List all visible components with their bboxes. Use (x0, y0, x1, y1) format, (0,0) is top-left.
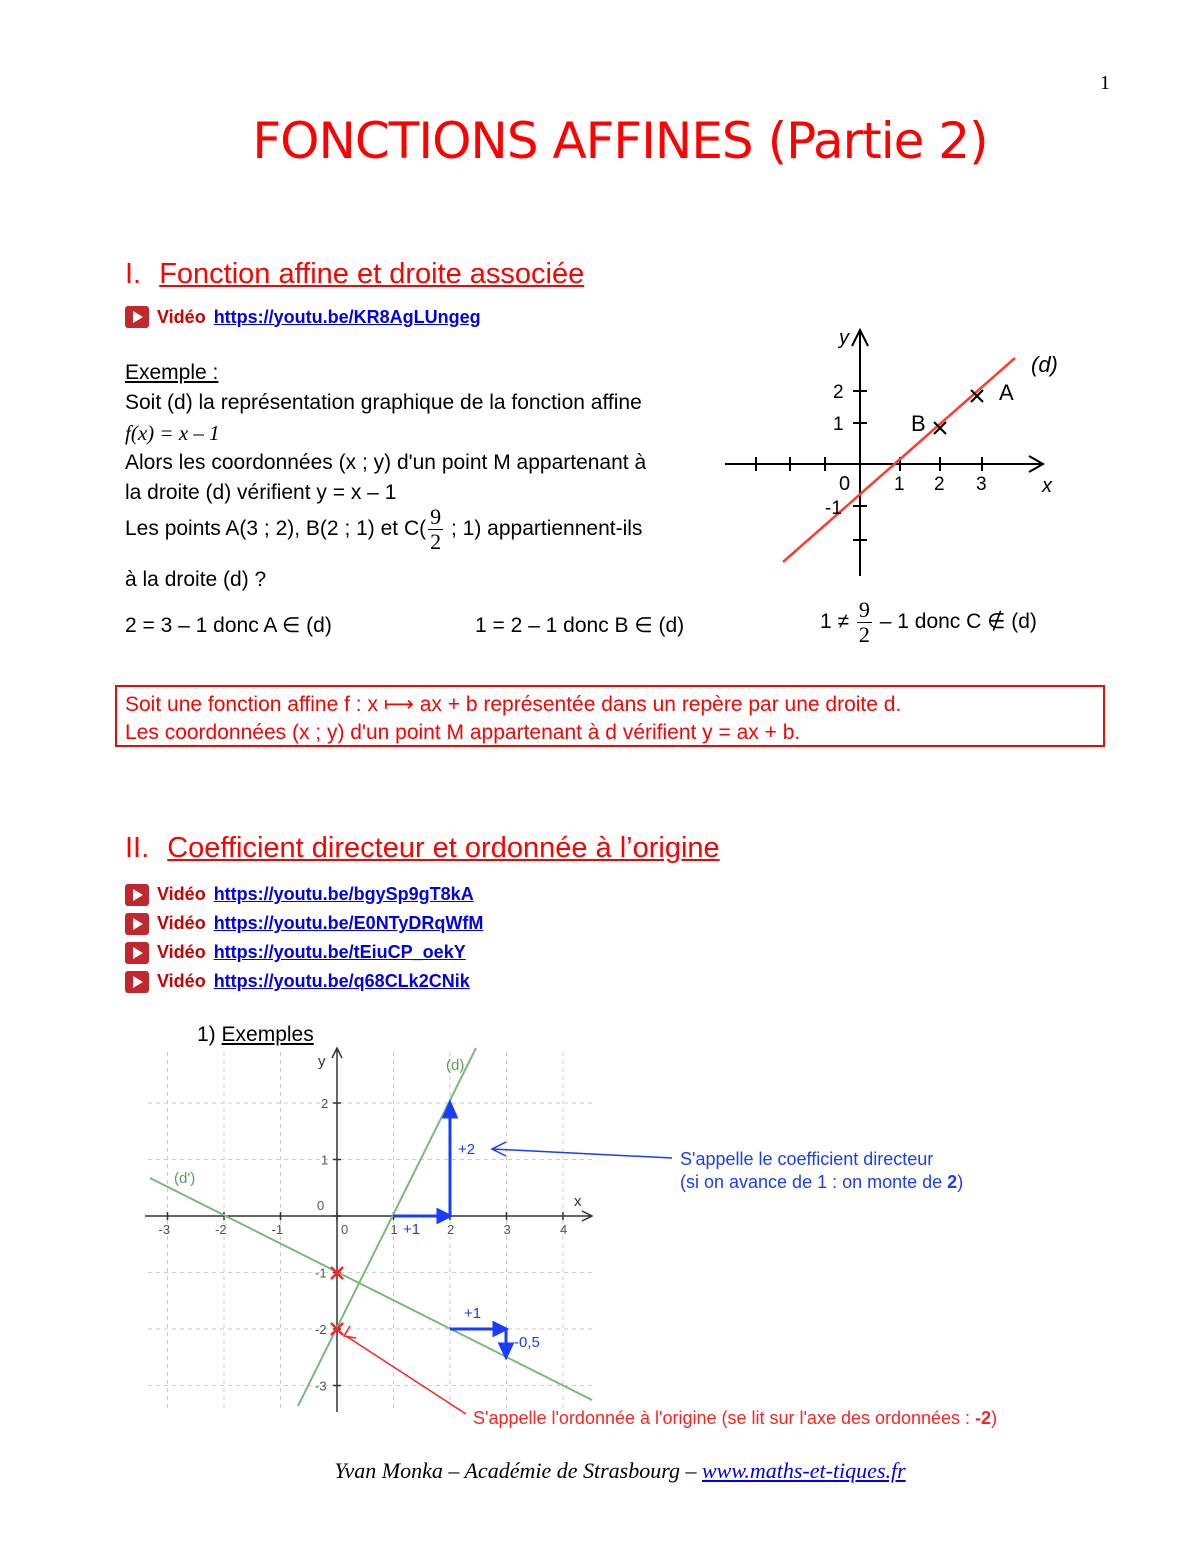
ordinate-arrow (330, 1270, 480, 1430)
tick-x-3: 3 (976, 474, 987, 495)
answer-c-fraction: $\frac{9}{2}$ (858, 597, 870, 647)
question-before: Les points A(3 ; 2), B(2 ; 1) et C( (125, 517, 427, 541)
footer-text: Yvan Monka – Académie de Strasbourg – (334, 1458, 702, 1483)
video-link-row[interactable] (125, 880, 483, 909)
play-icon[interactable] (125, 971, 149, 993)
answer-b: 1 = 2 – 1 donc B ∈ (d) (475, 614, 685, 637)
origin-label: 0 (839, 473, 851, 495)
example-line4: la droite (d) vérifient y = x – 1 (125, 481, 397, 504)
graph-line-d (715, 318, 1075, 588)
step-up-d-label: +2 (458, 1141, 476, 1158)
coef-pointer (492, 1149, 672, 1158)
tick-label-x: 1 (390, 1222, 398, 1237)
example-block (125, 358, 725, 508)
point-a-label: A (999, 380, 1014, 405)
tick-label-y: -1 (315, 1265, 327, 1281)
line-d-label: (d) (1031, 352, 1058, 377)
arrow-head (344, 1326, 356, 1338)
step-right-d-label: +1 (403, 1221, 421, 1238)
line-dprime-label: (d') (174, 1170, 196, 1187)
page-number: 1 (1100, 72, 1110, 94)
tick-label-y: 1 (321, 1152, 329, 1168)
tick-label-x: 4 (560, 1222, 568, 1237)
video-list (125, 880, 483, 996)
video-label: Vidéo (157, 913, 206, 933)
example-line2: f(x) = x – 1 (125, 421, 220, 445)
example-line3: Alors les coordonnées (x ; y) d'un point M appartenant à (125, 451, 647, 474)
video-link[interactable]: https://youtu.be/q68CLk2CNik (213, 971, 470, 991)
step-right-dp-label: +1 (464, 1305, 482, 1322)
tick-label-y: 0 (317, 1198, 325, 1213)
coef-annotation-line2: (si on avance de 1 : on monte de 2) (680, 1172, 964, 1192)
answer-c-after: – 1 donc C ∉ (d) (879, 610, 1037, 634)
definition-line2: Les coordonnées (x ; y) d'un point M appartenant à d vérifient y = ax + b. (125, 721, 801, 744)
ordinate-pointer-line (346, 1336, 466, 1414)
tick-x-2: 2 (934, 474, 945, 495)
tick-y-2: 2 (833, 382, 844, 403)
tick-label-x: 3 (503, 1222, 511, 1237)
fraction-nine-halves: $\frac{9}{2}$ (430, 504, 442, 554)
video-link-row[interactable] (125, 306, 481, 328)
line-d-label: (d) (446, 1057, 465, 1074)
step-down-dp-label: -0,5 (514, 1334, 540, 1351)
y-axis-label: y (839, 327, 849, 349)
video-link[interactable]: https://youtu.be/bgySp9gT8kA (213, 884, 474, 904)
arrow-head (438, 1210, 450, 1222)
tick-label-y: 2 (321, 1096, 329, 1111)
play-icon[interactable] (125, 913, 149, 935)
x-axis-label: x (1042, 475, 1052, 497)
video-label: Vidéo (157, 971, 206, 991)
tick-y-1: 1 (833, 414, 844, 435)
subsection-title: Exemples (221, 1023, 314, 1046)
play-icon[interactable] (125, 884, 149, 906)
point-b-label: B (911, 411, 926, 436)
section1-heading (125, 258, 584, 291)
video-link[interactable]: https://youtu.be/tEiuCP_oekY (213, 942, 466, 962)
tick-x-1: 1 (894, 474, 905, 495)
example-line1: Soit (d) la représentation graphique de la fonction affine (125, 391, 642, 414)
answer-c-before: 1 ≠ (820, 610, 850, 634)
arrow-head (444, 1103, 456, 1117)
tick-label-y: -2 (315, 1322, 327, 1337)
video-link[interactable]: https://youtu.be/E0NTyDRqWfM (213, 913, 484, 933)
line-d (783, 358, 1015, 562)
play-icon[interactable] (125, 306, 149, 328)
video-label: Vidéo (157, 306, 206, 327)
section1-number: I. (125, 258, 142, 290)
play-icon[interactable] (125, 942, 149, 964)
subsection-number: 1) (197, 1023, 216, 1046)
tick-y-minus1: -1 (825, 498, 842, 519)
video-label: Vidéo (157, 942, 206, 962)
video-link-row[interactable] (125, 938, 483, 967)
definition-box (115, 685, 1105, 747)
video-label: Vidéo (157, 884, 206, 904)
tick-label-x: 0 (341, 1222, 349, 1237)
tick-label-x: -3 (158, 1222, 171, 1237)
video-link-row[interactable] (125, 967, 483, 996)
video-link[interactable]: https://youtu.be/KR8AgLUngeg (213, 306, 481, 327)
ordinate-annotation: S'appelle l'ordonnée à l'origine (se lit sur l'axe des ordonnées : -2) (473, 1408, 998, 1428)
answer-c (820, 598, 1037, 647)
question-line (125, 505, 745, 554)
footer-link[interactable]: www.maths-et-tiques.fr (701, 1458, 906, 1483)
tick-label-x: 2 (447, 1222, 455, 1237)
video-link-row[interactable] (125, 909, 483, 938)
question-after: ; 1) appartiennent-ils (445, 517, 643, 541)
y-axis-label: y (318, 1053, 326, 1070)
tick-label-x: -2 (215, 1222, 227, 1237)
tick-label-x: -1 (271, 1222, 284, 1237)
section2-title: Coefficient directeur et ordonnée à l’origine (167, 832, 720, 864)
footer (0, 1458, 1200, 1484)
definition-line1: Soit une fonction affine f : x ⟼ ax + b représentée dans un repère par une droite d. (125, 693, 902, 716)
example-label: Exemple : (125, 361, 219, 384)
section2-number: II. (125, 832, 150, 864)
coef-annotation (680, 1148, 963, 1194)
x-axis-label: x (574, 1193, 582, 1210)
question-line2: à la droite (d) ? (125, 568, 267, 591)
section1-title: Fonction affine et droite associée (159, 258, 585, 290)
coef-annotation-line1: S'appelle le coefficient directeur (680, 1149, 934, 1169)
section2-heading (125, 832, 720, 865)
tick-label-y: -3 (315, 1378, 327, 1394)
page-title: FONCTIONS AFFINES (Partie 2) (252, 112, 988, 170)
answer-a: 2 = 3 – 1 donc A ∈ (d) (125, 614, 332, 637)
